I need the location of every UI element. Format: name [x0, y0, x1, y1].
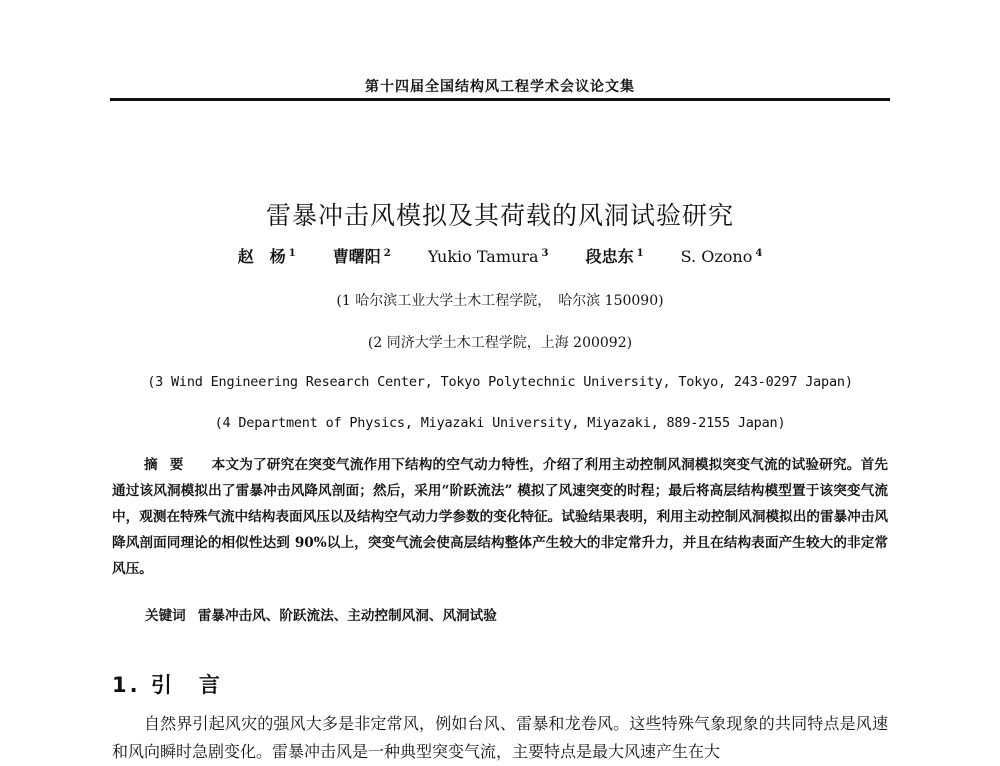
author-list	[110, 244, 890, 267]
author-affiliation-mark: 2	[383, 247, 391, 259]
abstract	[112, 452, 888, 582]
keywords	[145, 604, 885, 624]
introduction-paragraph: 自然界引起风灾的强风大多是非定常风，例如台风、雷暴和龙卷风。这些特殊气象现象的共同特点是风速和风向瞬时急剧变化。雷暴冲击风是一种典型突变气流，主要特点是最大风速产生在大	[112, 714, 888, 761]
author-affiliation-mark: 4	[755, 247, 763, 259]
affiliation-3: (3 Wind Engineering Research Center, Tokyo Polytechnic University, Tokyo, 243-0297 Japan)	[147, 374, 853, 390]
running-header: 第十四届全国结构风工程学术会议论文集	[365, 79, 635, 95]
keywords-text: 雷暴冲击风、阶跃流法、主动控制风洞、风洞试验	[197, 608, 497, 624]
section-heading-introduction: 1. 引 言	[112, 673, 223, 697]
author-name: Yukio Tamura	[427, 247, 539, 266]
header-rule	[110, 98, 890, 101]
abstract-label: 摘要	[144, 457, 196, 473]
author-4	[586, 244, 644, 267]
paper-title: 雷暴冲击风模拟及其荷载的风洞试验研究	[265, 201, 734, 230]
affiliation-2: (2 同济大学土木工程学院，上海 200092)	[367, 335, 633, 351]
author-affiliation-mark: 1	[636, 247, 644, 259]
author-1	[238, 244, 296, 267]
affiliation-4: (4 Department of Physics, Miyazaki University, Miyazaki, 889-2155 Japan)	[214, 415, 786, 431]
author-name: S. Ozono	[680, 247, 753, 266]
author-name: 曹曙阳	[332, 247, 381, 266]
author-3	[428, 247, 549, 266]
keywords-label: 关键词	[145, 608, 186, 624]
affiliation-1: (1 哈尔滨工业大学土木工程学院， 哈尔滨 150090)	[336, 293, 664, 309]
abstract-text: 本文为了研究在突变气流作用下结构的空气动力特性，介绍了利用主动控制风洞模拟突变气流的试验研究。首先通过该风洞模拟出了雷暴冲击风降风剖面；然后，采用“阶跃流法” 模拟了风速突变的时程；最后将高层结构模型置于该突变气流中，观测在特殊气流中结构表面风压以及结构空气动力学参数的变化特征。试验结果表明，利用主动控制风洞模拟出的雷暴冲击风降风剖面同理论的相似性达到 90%以上，突变气流会使高层结构整体产生较大的非定常升力，并且在结构表面产生较大的非定常风压。	[112, 457, 889, 577]
author-affiliation-mark: 3	[541, 247, 549, 259]
author-2	[333, 244, 391, 267]
author-5	[681, 247, 763, 266]
author-affiliation-mark: 1	[288, 247, 296, 259]
author-name: 赵 杨	[237, 247, 286, 266]
author-name: 段忠东	[585, 247, 634, 266]
